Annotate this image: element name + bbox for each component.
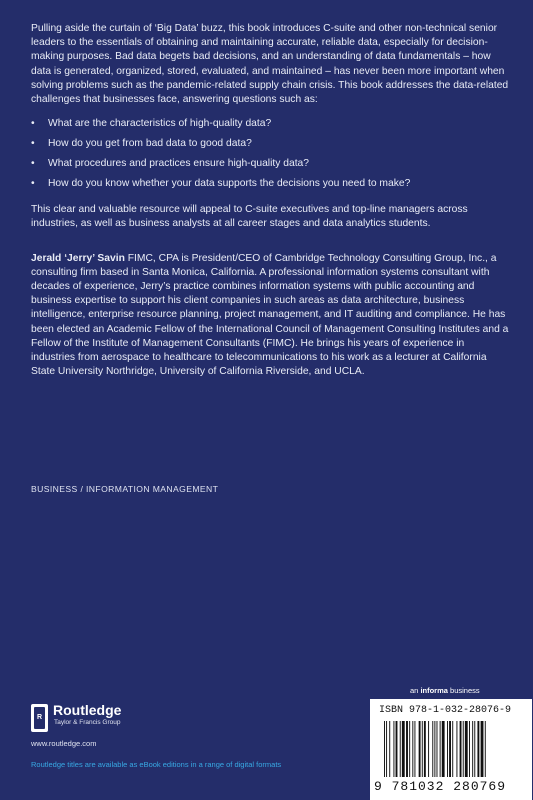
publisher-group: Taylor & Francis Group bbox=[54, 719, 121, 726]
informa-tagline bbox=[410, 686, 480, 695]
list-item bbox=[31, 157, 509, 171]
category-label: BUSINESS / INFORMATION MANAGEMENT bbox=[31, 484, 219, 494]
list-item bbox=[31, 137, 509, 151]
bullet-icon: • bbox=[31, 138, 35, 150]
author-name: Jerald ‘Jerry’ Savin bbox=[31, 252, 125, 264]
logo-letter: R bbox=[34, 707, 45, 729]
list-item bbox=[31, 177, 509, 191]
ebook-note: Routledge titles are available as eBook editions in a range of digital formats bbox=[31, 760, 282, 769]
intro-paragraph: Pulling aside the curtain of ‘Big Data’ buzz, this book introduces C-suite and other non-technical senior leaders to the essentials of obtaining and maintaining accurate, reliable data, especially for decision-making purposes. Bad data begets bad decisions, and an understanding of data fundamentals – how data is generated, organized, stored, evaluated, and maintained – has never been more important when solving problems such as the pandemic-related supply chain crisis. This book addresses the data-related challenges that businesses face, answering questions such as: bbox=[31, 23, 509, 106]
back-cover-text bbox=[31, 22, 509, 389]
bullet-icon: • bbox=[31, 158, 35, 170]
publisher-url[interactable]: www.routledge.com bbox=[31, 739, 97, 748]
bullet-icon: • bbox=[31, 118, 35, 130]
question-text: How do you know whether your data supports the decisions you need to make? bbox=[48, 178, 411, 190]
author-bio-text: FIMC, CPA is President/CEO of Cambridge Technology Consulting Group, Inc., a consulting firm based in Santa Monica, California. A professional information systems consultant with decades of experience, Jerry’s practice combines information systems with public accounting and business expertise to support his client companies in such areas as data architecture, business intelligence, enterprise resource planning, project management, and IT auditing and compliance. He has been elected an Academic Fellow of the International Council of Management Consulting Institutes and a Fellow of the Institute of Management Consultants (FIMC). He brings his years of experience in industries from aerospace to healthcare to telecommunications to his work as a lecturer at California State University Northridge, University of California Riverside, and UCLA. bbox=[31, 252, 509, 378]
barcode-panel bbox=[370, 699, 532, 800]
isbn-label: ISBN 978-1-032-28076-9 bbox=[379, 705, 512, 716]
informa-prefix: an bbox=[410, 686, 421, 695]
bullet-icon: • bbox=[31, 178, 35, 190]
question-text: What are the characteristics of high-quality data? bbox=[48, 118, 272, 130]
publisher-block bbox=[31, 704, 231, 744]
audience-paragraph: This clear and valuable resource will appeal to C-suite executives and top-line managers across industries, as well as business analysts at all career stages and data analytics students. bbox=[31, 204, 468, 230]
author-bio bbox=[31, 252, 509, 380]
question-text: What procedures and practices ensure high-quality data? bbox=[48, 158, 310, 170]
informa-brand: informa bbox=[420, 686, 448, 695]
question-list bbox=[31, 117, 509, 191]
barcode-icon bbox=[384, 721, 524, 777]
question-text: How do you get from bad data to good data? bbox=[48, 138, 252, 150]
barcode-digits: 9 781032 280769 bbox=[374, 779, 507, 794]
informa-suffix: business bbox=[447, 686, 480, 695]
publisher-name: Routledge bbox=[53, 702, 122, 718]
routledge-logo-icon bbox=[31, 704, 48, 732]
list-item bbox=[31, 117, 509, 131]
